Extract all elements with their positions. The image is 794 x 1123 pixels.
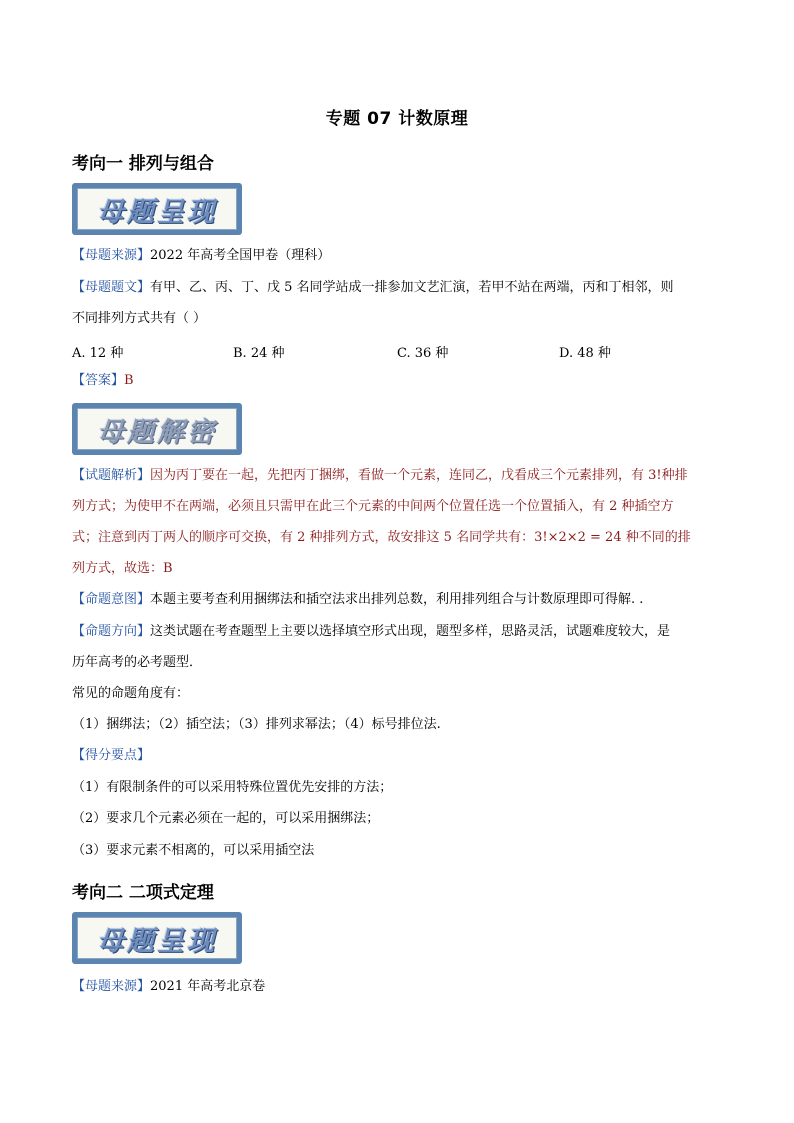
section-heading-binomial: 考向二 二项式定理 (72, 883, 214, 903)
source-text-2: 2021 年高考北京卷 (150, 979, 266, 994)
banner-label: 母题呈现 (97, 196, 217, 228)
points-tag: 【得分要点】 (72, 748, 151, 763)
option-a: A. 12 种 (72, 346, 124, 361)
question-line-2: 不同排列方式共有（ ） (72, 311, 207, 326)
intent-tag: 【命题意图】 (72, 592, 151, 607)
intent-text: 本题主要考查利用捆绑法和插空法求出排列总数，利用排列组合与计数原理即可得解. . (150, 592, 644, 607)
point-1: （1）有限制条件的可以采用特殊位置优先安排的方法； (72, 780, 393, 795)
analysis-line-2: 列方式；为使甲不在两端，必须且只需甲在此三个元素的中间两个位置任选一个位置插入，有 2 种插空方 (72, 499, 674, 514)
source-line (72, 248, 722, 264)
direction-text-1: 这类试题在考查题型上主要以选择填空形式出现，题型多样，思路灵活，试题难度较大，是 (150, 624, 671, 639)
answer-text: B (124, 373, 134, 388)
section-heading-permutation: 考向一 排列与组合 (72, 154, 214, 174)
question-tag: 【母题题文】 (72, 280, 151, 295)
source-tag-2: 【母题来源】 (72, 979, 151, 994)
direction-line-2: 历年高考的必考题型． (72, 655, 203, 670)
source-text: 2022 年高考全国甲卷（理科） (150, 248, 331, 263)
intent-line (72, 592, 722, 608)
analysis-line-3: 式；注意到丙丁两人的顺序可交换，有 2 种排列方式，故安排这 5 名同学共有：3!×2×2 = 24 种不同的排 (72, 530, 691, 545)
analysis-line-4: 列方式，故选：B (72, 561, 173, 576)
banner-question-presented-2 (72, 912, 242, 964)
option-d: D. 48 种 (559, 346, 611, 361)
analysis-line-1 (72, 468, 722, 484)
banner-question-presented (72, 183, 242, 235)
option-b: B. 24 种 (233, 346, 285, 361)
banner-label: 母题解密 (97, 416, 217, 448)
common-angles-line: 常见的命题角度有： (72, 686, 190, 701)
option-c: C. 36 种 (397, 346, 449, 361)
direction-line-1 (72, 624, 722, 640)
answer-tag: 【答案】 (72, 373, 125, 388)
angles-list-line: （1）捆绑法；（2）插空法；（3）排列求幂法；（4）标号排位法. (72, 717, 441, 732)
point-3: （3）要求元素不相离的，可以采用插空法 (72, 843, 315, 858)
point-2: （2）要求几个元素必须在一起的，可以采用捆绑法； (72, 811, 380, 826)
analysis-text-1: 因为丙丁要在一起，先把丙丁捆绑，看做一个元素，连同乙，戊看成三个元素排列，有 3!种排 (150, 468, 688, 483)
source-tag: 【母题来源】 (72, 248, 151, 263)
source-line-2 (72, 979, 722, 995)
question-text-1: 有甲、乙、丙、丁、戊 5 名同学站成一排参加文艺汇演，若甲不站在两端，丙和丁相邻，则 (150, 280, 674, 295)
banner-label: 母题呈现 (97, 925, 217, 957)
document-title: 专题 07 计数原理 (325, 109, 469, 129)
answer-line (72, 373, 722, 389)
question-line-1 (72, 280, 722, 296)
banner-question-decoded (72, 403, 242, 455)
direction-tag: 【命题方向】 (72, 624, 151, 639)
analysis-tag: 【试题解析】 (72, 468, 151, 483)
